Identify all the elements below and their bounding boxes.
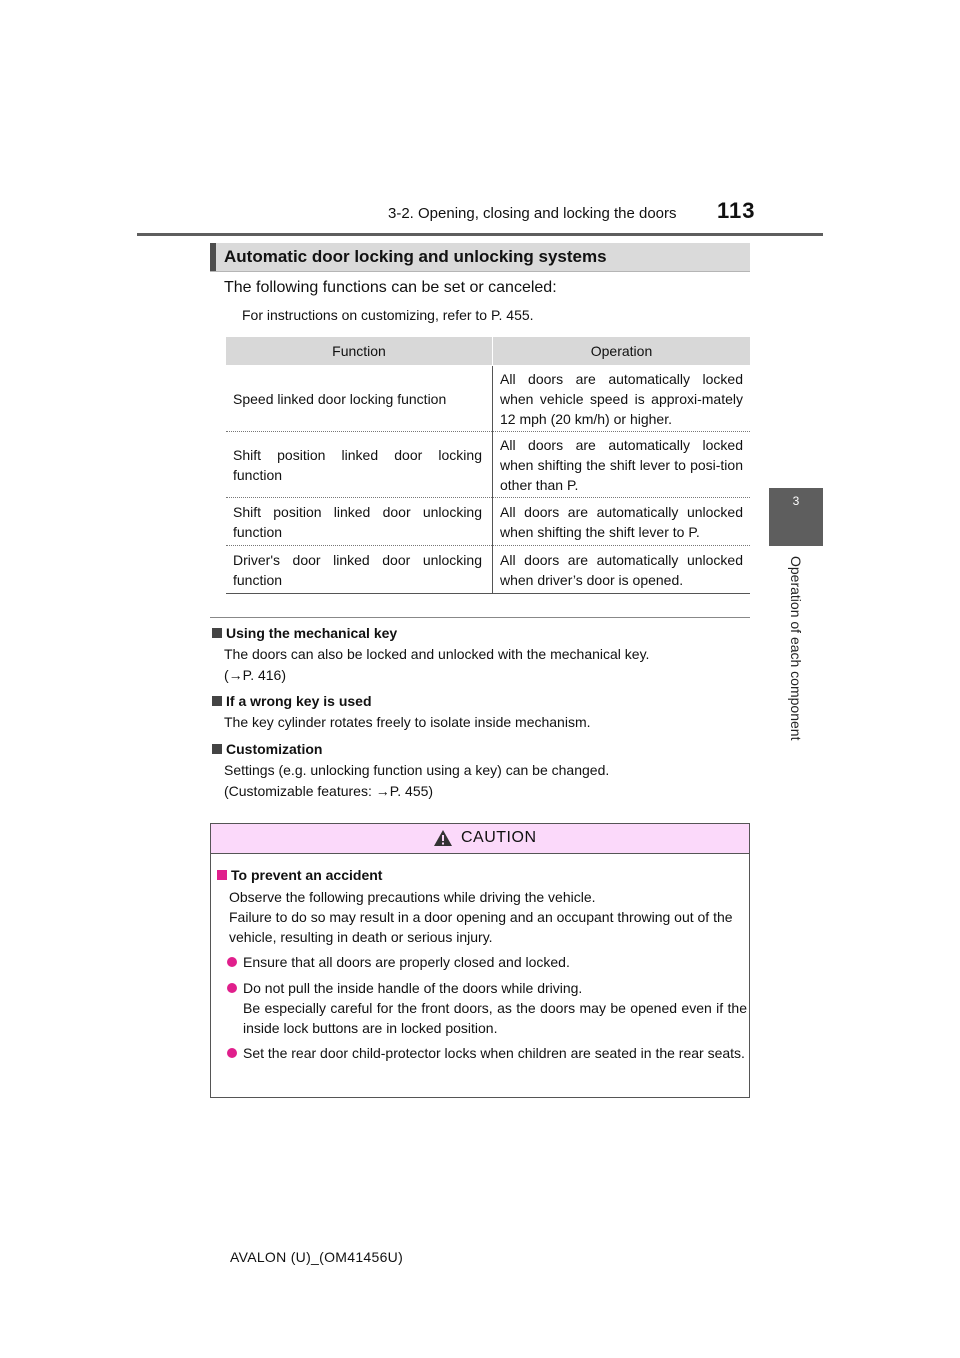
notes-divider <box>210 617 750 618</box>
square-bullet-icon <box>212 696 222 706</box>
table-cell-function: Shift position linked door locking function <box>226 432 493 498</box>
bullet-text: Do not pull the inside handle of the doors while driving. <box>243 980 583 996</box>
table-cell-operation: All doors are automatically locked when shifting the shift lever to posi-tion other than P. <box>493 432 751 498</box>
caution-title-row <box>217 865 747 885</box>
caution-intro-line: Failure to do so may result in a door opening and an occupant throwing out of the vehicle, resulting in death or serious injury. <box>229 909 733 945</box>
function-table <box>226 337 750 594</box>
page-number: 113 <box>717 198 756 223</box>
note-text: The doors can also be locked and unlocked with the mechanical key. <box>224 646 650 662</box>
table-cell-operation: All doors are automatically unlocked when shifting the shift lever to P. <box>493 498 751 546</box>
note-title: If a wrong key is used <box>226 693 372 709</box>
table-cell-operation: All doors are automatically unlocked when driver’s door is opened. <box>493 546 751 594</box>
table-cell-function: Driver's door linked door unlocking function <box>226 546 493 594</box>
caution-title: To prevent an accident <box>231 867 383 883</box>
bullet-dot-icon <box>227 1048 237 1058</box>
caution-header <box>211 824 749 854</box>
section-intro: The following functions can be set or canceled: <box>224 279 557 296</box>
note-reference: (Customizable features: →P. 455) <box>224 783 434 799</box>
section-heading <box>210 243 750 272</box>
section-intro-sub: For instructions on customizing, refer to P. 455. <box>242 307 534 323</box>
table-row <box>226 432 750 498</box>
table-cell-operation: All doors are automatically locked when vehicle speed is approxi-mately 12 mph (20 km/h) or higher. <box>493 366 751 432</box>
bullet-dot-icon <box>227 957 237 967</box>
warning-triangle-icon <box>433 829 453 847</box>
chapter-title: Operation of each component <box>788 556 804 741</box>
bullet-text-continued: Be especially careful for the front doors, as the doors may be opened even if the inside lock buttons are in locked position. <box>243 1000 747 1036</box>
square-bullet-icon <box>212 628 222 638</box>
table-cell-function: Speed linked door locking function <box>226 366 493 432</box>
section-title: Automatic door locking and unlocking systems <box>224 247 607 266</box>
header-rule <box>137 233 823 236</box>
caution-intro <box>229 887 747 947</box>
running-header-section: 3-2. Opening, closing and locking the doors <box>388 205 677 222</box>
note-text: Settings (e.g. unlocking function using a key) can be changed. <box>224 762 610 778</box>
caution-intro-line: Observe the following precautions while driving the vehicle. <box>229 889 596 905</box>
caution-box <box>210 823 750 1098</box>
chapter-title-vertical <box>769 556 823 746</box>
bullet-text: Ensure that all doors are properly closed and locked. <box>243 954 570 970</box>
caution-bullet <box>227 978 747 1038</box>
note-reference: (→P. 416) <box>224 667 286 683</box>
table-cell-function: Shift position linked door unlocking function <box>226 498 493 546</box>
note-mechanical-key <box>212 623 649 686</box>
note-customization <box>212 739 609 802</box>
note-title: Customization <box>226 741 323 757</box>
note-wrong-key <box>212 691 591 733</box>
table-header-operation: Operation <box>493 337 751 366</box>
table-row <box>226 546 750 594</box>
table-row <box>226 366 750 432</box>
table-header-row <box>226 337 750 366</box>
note-text: The key cylinder rotates freely to isolate inside mechanism. <box>224 714 591 730</box>
bullet-text: Set the rear door child-protector locks when children are seated in the rear seats. <box>243 1045 745 1061</box>
table-header-function: Function <box>226 337 493 366</box>
caution-bullet <box>227 952 747 972</box>
chapter-number: 3 <box>792 494 800 508</box>
table-row <box>226 498 750 546</box>
caution-bullet <box>227 1043 747 1063</box>
caution-label: CAUTION <box>461 829 537 846</box>
footer-model: AVALON (U)_(OM41456U) <box>230 1249 404 1265</box>
note-title: Using the mechanical key <box>226 625 398 641</box>
square-bullet-icon <box>212 744 222 754</box>
bullet-dot-icon <box>227 983 237 993</box>
section-heading-bar <box>210 243 216 271</box>
square-bullet-icon <box>217 870 227 880</box>
